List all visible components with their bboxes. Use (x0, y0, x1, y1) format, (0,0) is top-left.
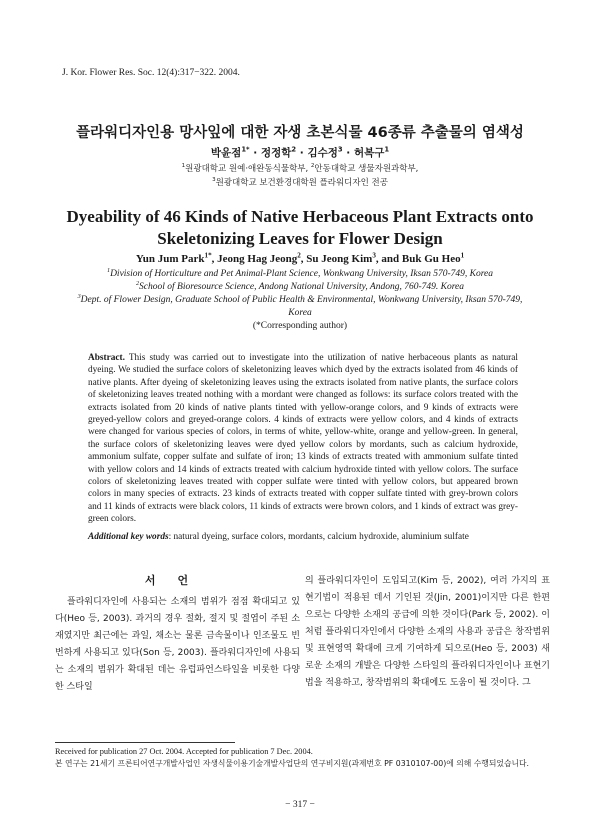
affiliation-marker: 2 (135, 280, 140, 287)
english-affiliation (70, 268, 530, 281)
author-separator: · (296, 147, 308, 159)
korean-title: 플라워디자인용 망사잎에 대한 자생 초본식물 46종류 추출물의 염색성 (76, 125, 524, 141)
body-column-left (55, 572, 300, 696)
keywords-label: Additional key words (88, 532, 169, 542)
affiliation-text: School of Bioresource Science, Andong National University, Andong, 760-749. Korea (139, 282, 465, 292)
affiliation-text: Dept. of Flower Design, Graduate School of Public Health & Environmental, Wonkwang University, Iksan 570-749, Korea (80, 295, 523, 318)
english-authors (0, 253, 600, 265)
affiliation-marker: 3 (212, 177, 216, 184)
author-marker: 1 (460, 251, 465, 260)
page-number: − 317 − (285, 800, 315, 810)
author-marker: 2 (291, 145, 297, 154)
author-marker: 3 (372, 251, 376, 260)
korean-author: 허복구 (353, 147, 385, 159)
affiliation-text: Division of Horticulture and Pet Animal-Plant Science, Wonkwang University, Iksan 570-749, Korea (110, 269, 493, 279)
author-marker: 1* (241, 145, 250, 154)
author-marker: 1 (384, 145, 390, 154)
english-affiliation (70, 281, 530, 294)
author-separator: , (211, 253, 218, 265)
affiliation-text: 원광대학교 원예·애완동식물학부, (185, 164, 311, 174)
english-author: Buk Gu Heo (401, 253, 461, 265)
footnote-divider (55, 742, 235, 743)
english-affiliation (70, 294, 530, 320)
journal-citation: J. Kor. Flower Res. Soc. 12(4):317−322. 2004. (62, 68, 240, 78)
korean-author: 정정학 (260, 147, 292, 159)
body-column-right (305, 573, 550, 692)
english-title: Dyeability of 46 Kinds of Native Herbaceous Plant Extracts onto Skeletonizing Leaves for Flower Design (66, 207, 534, 248)
abstract-text: This study was carried out to investigate into the utilization of native herbaceous plants as natural dyeing. We studied the surface colors of skeletonizing leaves which dyed by the extracts isolated from 46 kinds of native plants. After dyeing of skeletonizing leaves using the extracts isolated from native plants, the surface colors of skeletonizing leaves treated nothing with a mordant were changed as follows: its surface colors treated with the extracts isolated from 20 kinds of native plants tinted with yellow-orange colors, and 9 kinds of extracts were greyed-yellow colors and greyed-orange colors. 4 kinds of extracts were yellow colors, and 4 kinds of extracts were changed for various species of colors, in terms of white, yellow-white, orange and yellow-green. In general, the surface colors of skeletonizing leaves were dyed yellow colors by mordants, such as calcium hydroxide, ammonium sulfate, copper sulfate and sulfate of iron; 13 kinds of extracts treated with ammonium sulfate tinted with yellow colors and 14 kinds of extracts treated with calcium hydroxide tinted with yellow colors. The surface colors of skeletonizing leaves treated with copper sulfate were tinted with yellow colors, but appeared brown colors in many species of extracts. 23 kinds of extracts treated with copper sulfate tinted with grey-brown colors and 11 kinds of extracts were black colors, 11 kinds of extracts were brown colors, and 1 kinds of extract was grey-green colors. (88, 353, 518, 525)
funding-note: 본 연구는 21세기 프론티어연구개발사업인 자생식물이용기술개발사업단의 연구비지원(과제번호 PF 0310107-00)에 의해 수행되었습니다. (55, 759, 530, 768)
section-heading-introduction: 서언 (144, 574, 211, 587)
footnote (55, 746, 555, 770)
affiliation-marker: 3 (77, 293, 81, 300)
korean-affiliation-2 (0, 176, 600, 188)
korean-affiliation-1 (0, 162, 600, 174)
author-marker: 2 (297, 251, 301, 260)
affiliation-marker: 1 (106, 267, 111, 274)
keywords-text: : natural dyeing, surface colors, mordants, calcium hydroxide, aluminium sulfate (168, 532, 469, 542)
author-separator: , (300, 253, 307, 265)
english-author: Su Jeong Kim (306, 253, 373, 265)
korean-author: 김수정 (307, 147, 338, 159)
english-author: Jeong Hag Jeong (217, 253, 298, 265)
author-marker: 1* (204, 251, 212, 260)
received-note: Received for publication 27 Oct. 2004. Accepted for publication 7 Dec. 2004. (55, 747, 313, 756)
affiliation-text: 원광대학교 보건환경대학원 플라워디자인 전공 (215, 178, 388, 188)
abstract (88, 352, 518, 526)
english-affiliations (70, 268, 530, 333)
author-separator: , and (375, 253, 402, 265)
affiliation-marker: 2 (310, 163, 315, 170)
affiliation-marker: 1 (181, 163, 186, 170)
body-paragraph: 의 플라워디자인이 도입되고(Kim 등, 2002), 여러 가지의 표현기법이 적용된 데서 기인된 것(Jin, 2001)이지만 다른 한편으로는 다양한 소재의 공급에 의한 것이다(Park 등, 2002). 이처럼 플라워디자인에서 다양한 소재의 사용과 공급은 창작범위 및 표현영역 확대에 크게 기여하게 되으로(Heo 등, 2003) 새로운 소재의 개발은 다양한 스타일의 플라워디자인이나 표현기법을 적용하고, 창작범위의 확대에도 도움이 될 것이다. 그 (305, 576, 550, 688)
body-paragraph: 플라워디자인에 사용되는 소재의 범위가 점점 확대되고 있다(Heo 등, 2003). 과거의 경우 절화, 절지 및 절엽이 주된 소재였지만 최근에는 과일, 채소는 물론 금속물이나 인조물도 빈번하게 사용되고 있다(Son 등, 2003). 플라워디자인에 사용되는 소재의 범위가 확대된 데는 유럽파언스타일을 비롯한 다양한 스타일 (55, 597, 300, 692)
abstract-label: Abstract. (88, 353, 125, 363)
affiliation-text: 안동대학교 생물자원과학부, (314, 164, 419, 174)
author-marker: 3 (337, 145, 343, 154)
korean-authors (0, 145, 600, 160)
author-separator: · (249, 147, 261, 159)
corresponding-author-note: (*Corresponding author) (252, 321, 348, 331)
english-author: Yun Jum Park (135, 253, 205, 265)
author-separator: · (342, 147, 354, 159)
korean-author: 박윤점 (210, 147, 242, 159)
keywords (88, 532, 518, 542)
